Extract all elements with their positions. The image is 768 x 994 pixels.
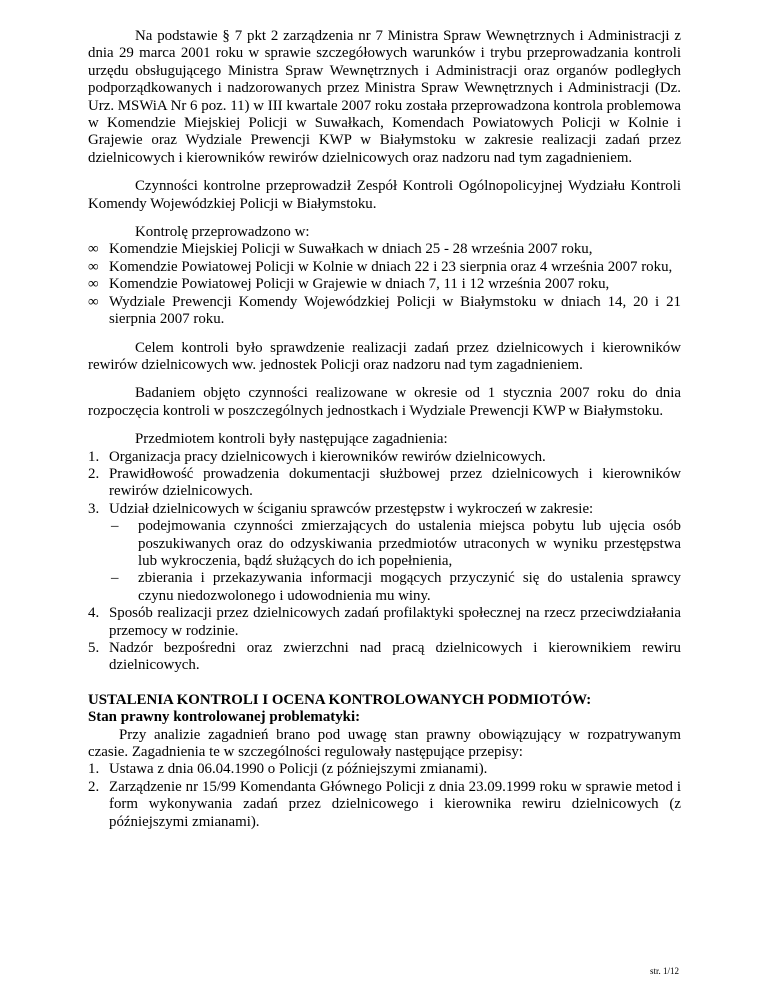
document-page	[88, 28, 681, 831]
locations-heading: Kontrolę przeprowadzono w:	[135, 224, 310, 241]
team-paragraph: Czynności kontrolne przeprowadził Zespół Kontroli Ogólnopolicyjnej Wydziału Kontroli Komendy Wojewódzkiej Policji w Białymstoku.	[88, 178, 681, 212]
subjects-list	[88, 449, 681, 519]
legal-paragraph: Przy analizie zagadnień brano pod uwagę stan prawny obowiązujący w rozpatrywanym czasie. Zagadnienia te w szczególności regulowały następujące przepisy:	[88, 726, 681, 761]
item-text: Organizacja pracy dzielnicowych i kierowników rewirów dzielnicowych.	[109, 448, 546, 465]
item-number: 1.	[88, 448, 100, 465]
location-text: Wydziale Prewencji Komendy Wojewódzkiej Policji w Białymstoku w dniach 14, 20 i 21 sierpnia 2007 roku.	[109, 293, 681, 328]
item-text: Udział dzielnicowych w ściganiu sprawców przestępstw i wykroczeń w zakresie:	[109, 500, 594, 517]
item-text: Sposób realizacji przez dzielnicowych zadań profilaktyki społecznej na rzecz przeciwdziałania przemocy w rodzinie.	[109, 605, 681, 639]
item-text: podejmowania czynności zmierzających do ustalenia miejsca pobytu lub ujęcia osób poszukiwanych oraz do odzyskiwania przedmiotów utraconych w wyniku przestępstwa lub wykroczenia, bądź służących do ich popełnienia,	[138, 518, 681, 569]
list-item	[88, 276, 681, 293]
legal-heading: Stan prawny kontrolowanej problematyki:	[88, 709, 361, 726]
bullet-icon: ∞	[88, 241, 99, 258]
location-text: Komendzie Powiatowej Policji w Kolnie w dniach 22 i 23 sierpnia oraz 4 września 2007 roku,	[109, 258, 673, 275]
goal-paragraph: Celem kontroli było sprawdzenie realizacji zadań przez dzielnicowych i kierowników rewirów dzielnicowych ww. jednostek Policji oraz nadzoru nad tym zagadnieniem.	[88, 339, 681, 373]
item-number: 2.	[88, 778, 100, 795]
bullet-icon: ∞	[88, 293, 99, 310]
subjects-heading: Przedmiotem kontroli były następujące zagadnienia:	[135, 431, 448, 448]
item-number: 2.	[88, 465, 100, 482]
location-text: Komendzie Powiatowej Policji w Grajewie w dniach 7, 11 i 12 września 2007 roku,	[109, 276, 610, 293]
list-item	[88, 449, 681, 466]
page-number: str. 1/12	[650, 966, 680, 976]
location-text: Komendzie Miejskiej Policji w Suwałkach w dniach 25 - 28 września 2007 roku,	[109, 241, 593, 258]
list-item	[88, 605, 681, 640]
item-text: Nadzór bezpośredni oraz zwierzchni nad pracą dzielnicowych i kierownikiem rewiru dzielnicowych.	[109, 640, 681, 674]
list-item	[88, 761, 681, 778]
subjects-list-cont	[88, 605, 681, 675]
intro-paragraph: Na podstawie § 7 pkt 2 zarządzenia nr 7 Ministra Spraw Wewnętrznych i Administracji z dnia 29 marca 2001 roku w sprawie szczegółowych warunków i trybu przeprowadzania kontroli urzędu obsługującego Ministra Spraw Wewnętrznych i Administracji oraz organów podległych podporządkowanych i nadzorowanych przez Ministra Spraw Wewnętrznych i Administracji (Dz. Urz. MSWiA Nr 6 poz. 11) w III kwartale 2007 roku została przeprowadzona kontrola problemowa w Komendzie Miejskiej Policji w Suwałkach, Komendach Powiatowych Policji w Kolnie i Grajewie oraz Wydziale Prewencji KWP w Białymstoku w zakresie realizacji zadań przez dzielnicowych i kierowników rewirów dzielnicowych oraz nadzoru nad tym zagadnieniem.	[88, 28, 681, 166]
list-item	[88, 294, 681, 329]
item-number: 3.	[88, 500, 100, 517]
findings-heading: USTALENIA KONTROLI I OCENA KONTROLOWANYCH PODMIOTÓW:	[88, 691, 592, 708]
list-item	[88, 779, 681, 831]
locations-list	[88, 241, 681, 328]
item-text: Prawidłowość prowadzenia dokumentacji służbowej przez dzielnicowych i kierowników rewirów dzielnicowych.	[109, 465, 681, 500]
list-item	[88, 501, 681, 518]
list-item	[88, 518, 681, 570]
item-text: zbierania i przekazywania informacji mogących przyczynić się do ustalenia sprawcy czynu niedozwolonego i udowodnienia mu winy.	[138, 570, 681, 604]
list-item	[88, 640, 681, 675]
list-item	[88, 466, 681, 501]
subjects-sublist	[88, 518, 681, 605]
item-number: 1.	[88, 761, 100, 778]
list-item	[88, 241, 681, 258]
regulations-list	[88, 761, 681, 831]
item-number: 4.	[88, 605, 100, 622]
list-item	[88, 570, 681, 605]
bullet-icon: ∞	[88, 258, 99, 275]
item-text: Zarządzenie nr 15/99 Komendanta Głównego Policji z dnia 23.09.1999 roku w sprawie metod i form wykonywania zadań przez dzielnicowego i kierownika rewiru dzielnicowych (z późniejszymi zmianami).	[109, 778, 681, 830]
bullet-icon: ∞	[88, 276, 99, 293]
item-text: Ustawa z dnia 06.04.1990 o Policji (z późniejszymi zmianami).	[109, 761, 488, 778]
scope-paragraph: Badaniem objęto czynności realizowane w okresie od 1 stycznia 2007 roku do dnia rozpoczęcia kontroli w poszczególnych jednostkach i Wydziale Prewencji KWP w Białymstoku.	[88, 385, 681, 419]
item-number: 5.	[88, 640, 100, 656]
dash-icon: –	[111, 570, 119, 587]
list-item	[88, 259, 681, 276]
dash-icon: –	[111, 518, 119, 535]
